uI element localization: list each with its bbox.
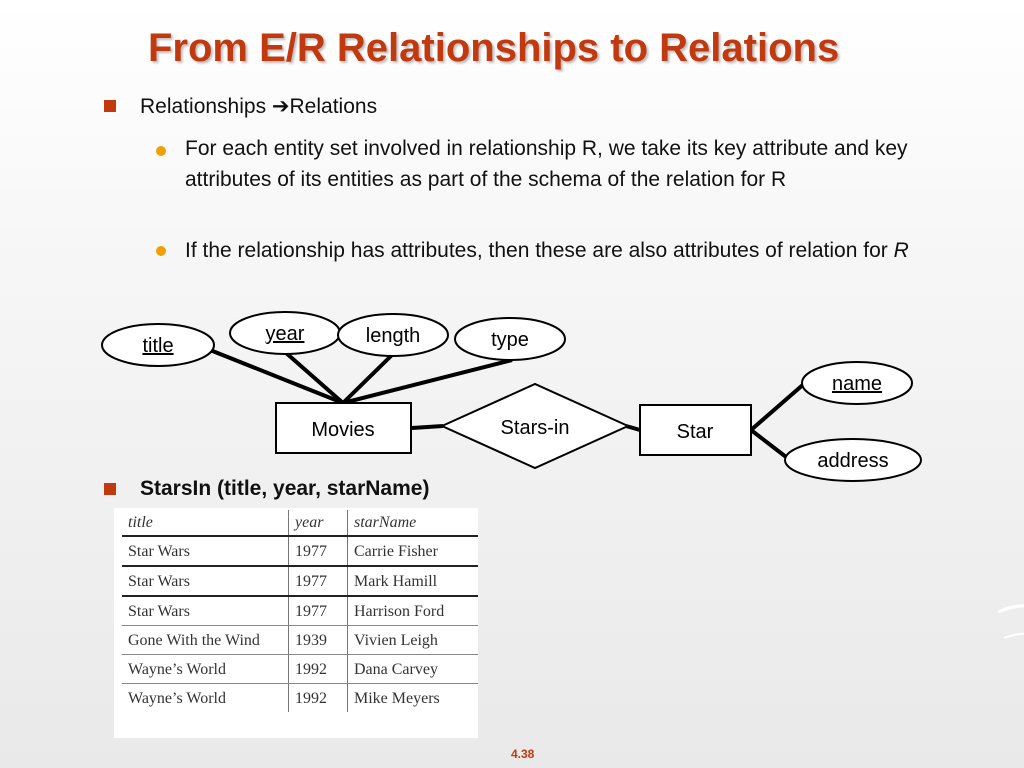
- sub2-italic: R: [893, 239, 909, 262]
- bullet-starsin-schema: StarsIn (title, year, starName): [140, 477, 430, 500]
- table-row: [122, 655, 478, 684]
- header-starname: starName: [348, 510, 479, 536]
- edge-year-movies: [285, 352, 343, 403]
- bullet-square-2: [104, 483, 116, 495]
- edge-star-name: [751, 383, 805, 430]
- table-row: [122, 566, 478, 596]
- cell-year: 1939: [289, 626, 348, 655]
- cell-year: 1977: [289, 536, 348, 566]
- relationship-starsin-label: Stars-in: [500, 417, 570, 439]
- edge-type-movies: [343, 360, 512, 403]
- bullet-suffix: Relations: [289, 95, 378, 118]
- attr-address-label: address: [817, 450, 889, 472]
- header-year: year: [289, 510, 348, 536]
- attr-year-label: year: [265, 323, 305, 345]
- sub2-text: If the relationship has attributes, then these are also attributes of relation for: [185, 239, 894, 262]
- page-number: 4.38: [511, 747, 535, 761]
- cell-title: Wayne’s World: [122, 684, 289, 713]
- header-title: title: [122, 510, 289, 536]
- cell-title: Gone With the Wind: [122, 626, 289, 655]
- table-row: [122, 626, 478, 655]
- edge-title-movies: [205, 348, 343, 403]
- cell-year: 1977: [289, 596, 348, 626]
- cell-starname: Mark Hamill: [348, 566, 479, 596]
- cell-title: Star Wars: [122, 536, 289, 566]
- cell-starname: Dana Carvey: [348, 655, 479, 684]
- cell-year: 1992: [289, 684, 348, 713]
- cell-starname: Mike Meyers: [354, 689, 440, 707]
- entity-movies-label: Movies: [311, 419, 375, 441]
- cell-title: Wayne’s World: [122, 655, 289, 684]
- cell-title: Star Wars: [122, 566, 289, 596]
- cell-starname: Harrison Ford: [348, 596, 479, 626]
- arrow-right-icon: ➔: [271, 95, 290, 118]
- edge-movies-starsin: [412, 426, 443, 428]
- decorative-swoosh: [996, 598, 1024, 668]
- starsin-table: [122, 510, 478, 712]
- entity-star-label: Star: [676, 421, 714, 443]
- attr-type-label: type: [491, 329, 529, 351]
- cell-year: 1977: [289, 566, 348, 596]
- sub-bullet-key-attributes: For each entity set involved in relationship R, we take its key attribute and key attributes of its entities as part of the schema of the relation for R: [185, 137, 908, 191]
- cell-starname: Carrie Fisher: [348, 536, 479, 566]
- edge-star-address: [751, 430, 790, 460]
- bullet-prefix: Relationships: [140, 95, 272, 118]
- starsin-table-panel: [114, 508, 478, 738]
- table-row: [122, 596, 478, 626]
- table-row: [122, 684, 478, 713]
- attr-length-label: length: [365, 325, 421, 347]
- slide-title: From E/R Relationships to Relations: [148, 26, 840, 70]
- attr-name-label: name: [831, 373, 883, 395]
- table-row: [122, 536, 478, 566]
- cell-title: Star Wars: [122, 596, 289, 626]
- attr-title-label: title: [142, 335, 174, 357]
- cell-year: 1992: [289, 655, 348, 684]
- cell-starname: Vivien Leigh: [348, 626, 479, 655]
- table-header-row: [122, 510, 478, 536]
